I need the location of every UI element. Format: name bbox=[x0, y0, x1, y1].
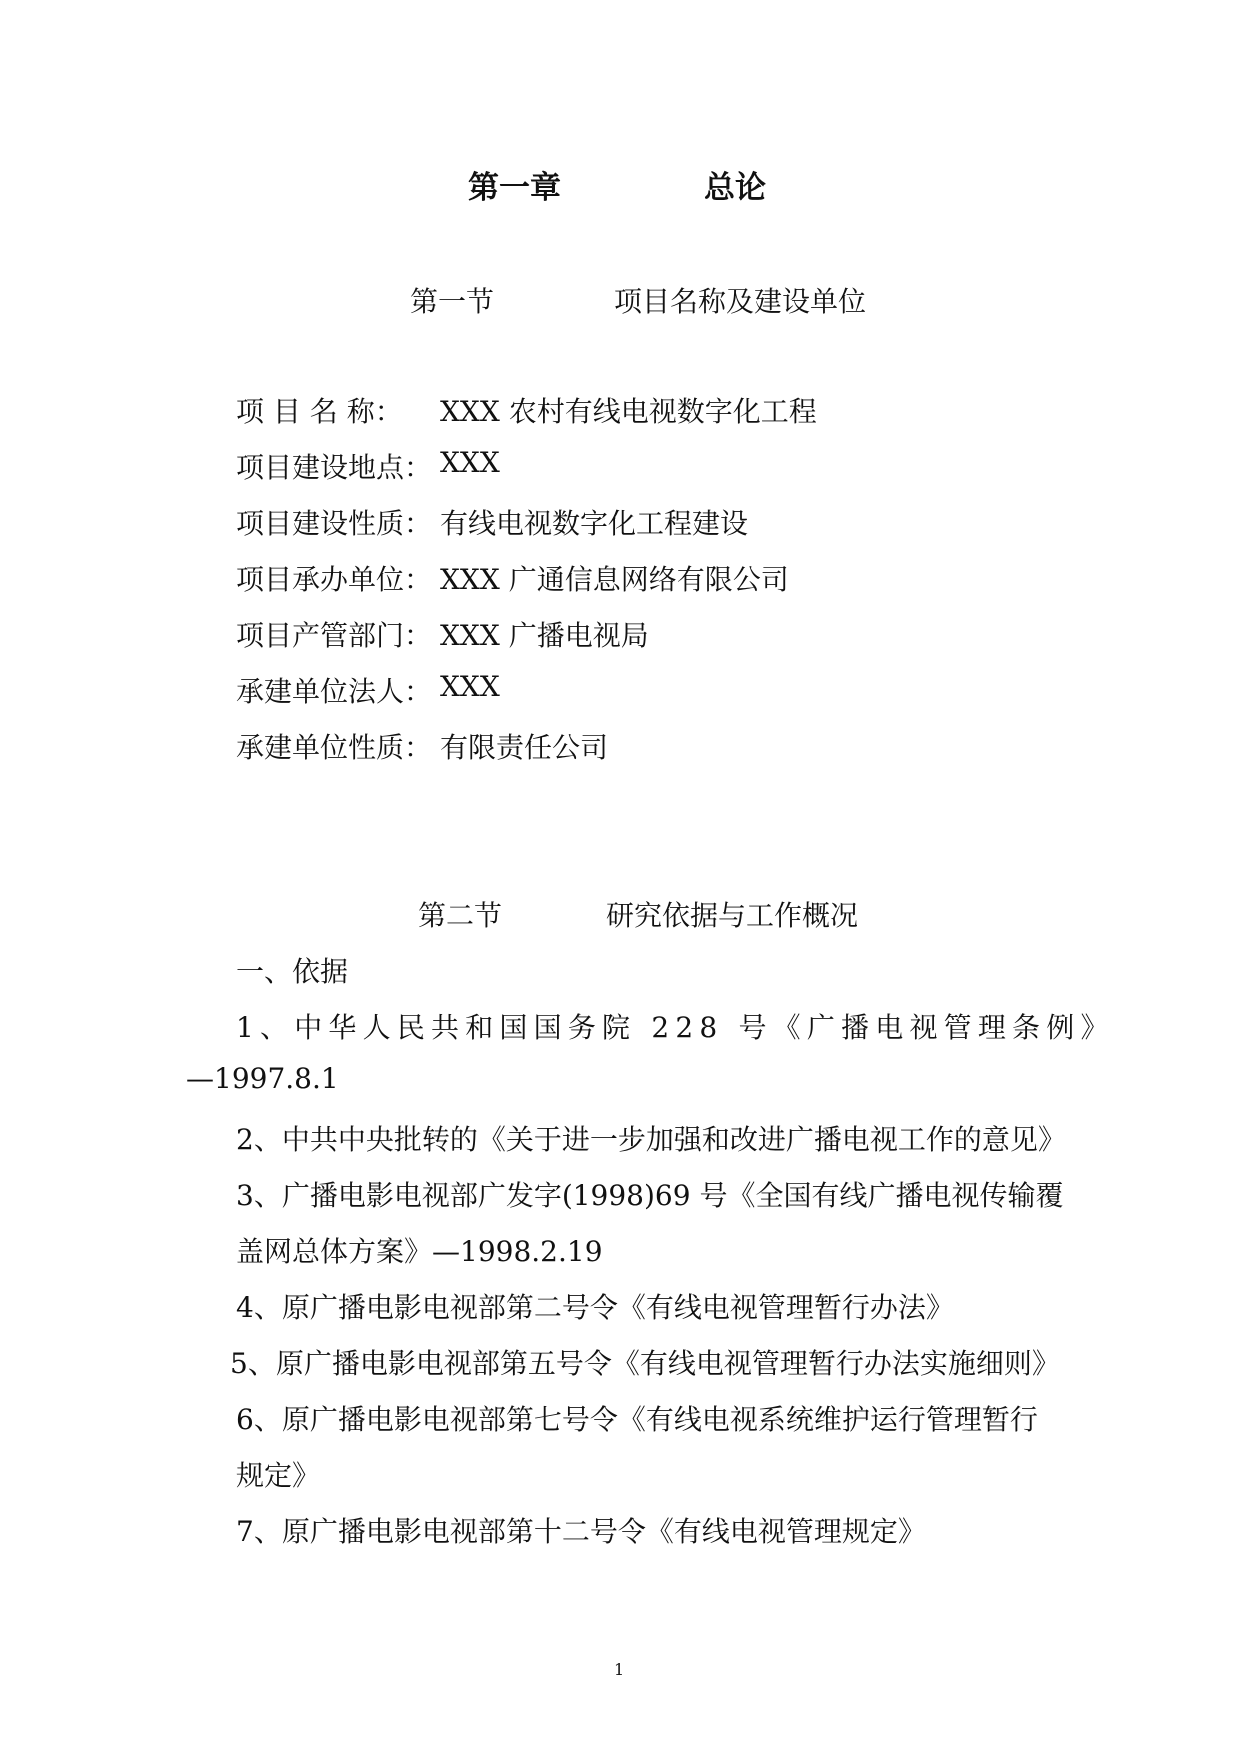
info-value-company-type: 有限责任公司 bbox=[440, 731, 609, 764]
section-2-number: 第二节 bbox=[418, 899, 503, 932]
reference-line: 盖网总体方案》—1998.2.19 bbox=[236, 1235, 603, 1268]
info-label-legal-person: 承建单位法人： bbox=[236, 675, 433, 708]
info-value-location: XXX bbox=[440, 446, 500, 479]
chapter-number: 第一章 bbox=[468, 170, 561, 206]
chapter-title: 总论 bbox=[704, 170, 766, 206]
info-value-undertaker: XXX 广通信息网络有限公司 bbox=[440, 563, 789, 596]
reference-line: 7、原广播电影电视部第十二号令《有线电视管理规定》 bbox=[236, 1515, 926, 1548]
reference-line: 6、原广播电影电视部第七号令《有线电视系统维护运行管理暂行 bbox=[236, 1403, 1038, 1436]
info-value-nature: 有线电视数字化工程建设 bbox=[440, 507, 749, 540]
info-label-name: 项 目 名 称： bbox=[236, 395, 403, 428]
info-label-company-type: 承建单位性质： bbox=[236, 731, 433, 764]
info-value-department: XXX 广播电视局 bbox=[440, 619, 649, 652]
info-label-location: 项目建设地点： bbox=[236, 451, 433, 484]
reference-line: 4、原广播电影电视部第二号令《有线电视管理暂行办法》 bbox=[236, 1291, 954, 1324]
reference-line: —1997.8.1 bbox=[186, 1062, 339, 1095]
section-1-number: 第一节 bbox=[410, 285, 495, 318]
info-value-legal-person: XXX bbox=[440, 670, 500, 703]
subheading-basis: 一、依据 bbox=[236, 955, 349, 988]
info-label-nature: 项目建设性质： bbox=[236, 507, 433, 540]
page-number: 1 bbox=[614, 1660, 625, 1679]
info-value-name: XXX 农村有线电视数字化工程 bbox=[440, 395, 817, 428]
info-label-undertaker: 项目承办单位： bbox=[236, 563, 433, 596]
reference-line: 规定》 bbox=[236, 1459, 321, 1492]
section-1-title: 项目名称及建设单位 bbox=[614, 285, 867, 318]
info-label-department: 项目产管部门： bbox=[236, 619, 433, 652]
reference-line: 3、广播电影电视部广发字(1998)69 号《全国有线广播电视传输覆 bbox=[236, 1179, 1064, 1212]
reference-line: 2、中共中央批转的《关于进一步加强和改进广播电视工作的意见》 bbox=[236, 1123, 1066, 1156]
reference-line: 5、原广播电影电视部第五号令《有线电视管理暂行办法实施细则》 bbox=[230, 1347, 1060, 1380]
section-2-title: 研究依据与工作概况 bbox=[606, 899, 859, 932]
reference-line: 1、中华人民共和国国务院 228 号《广播电视管理条例》 bbox=[236, 1011, 1115, 1044]
